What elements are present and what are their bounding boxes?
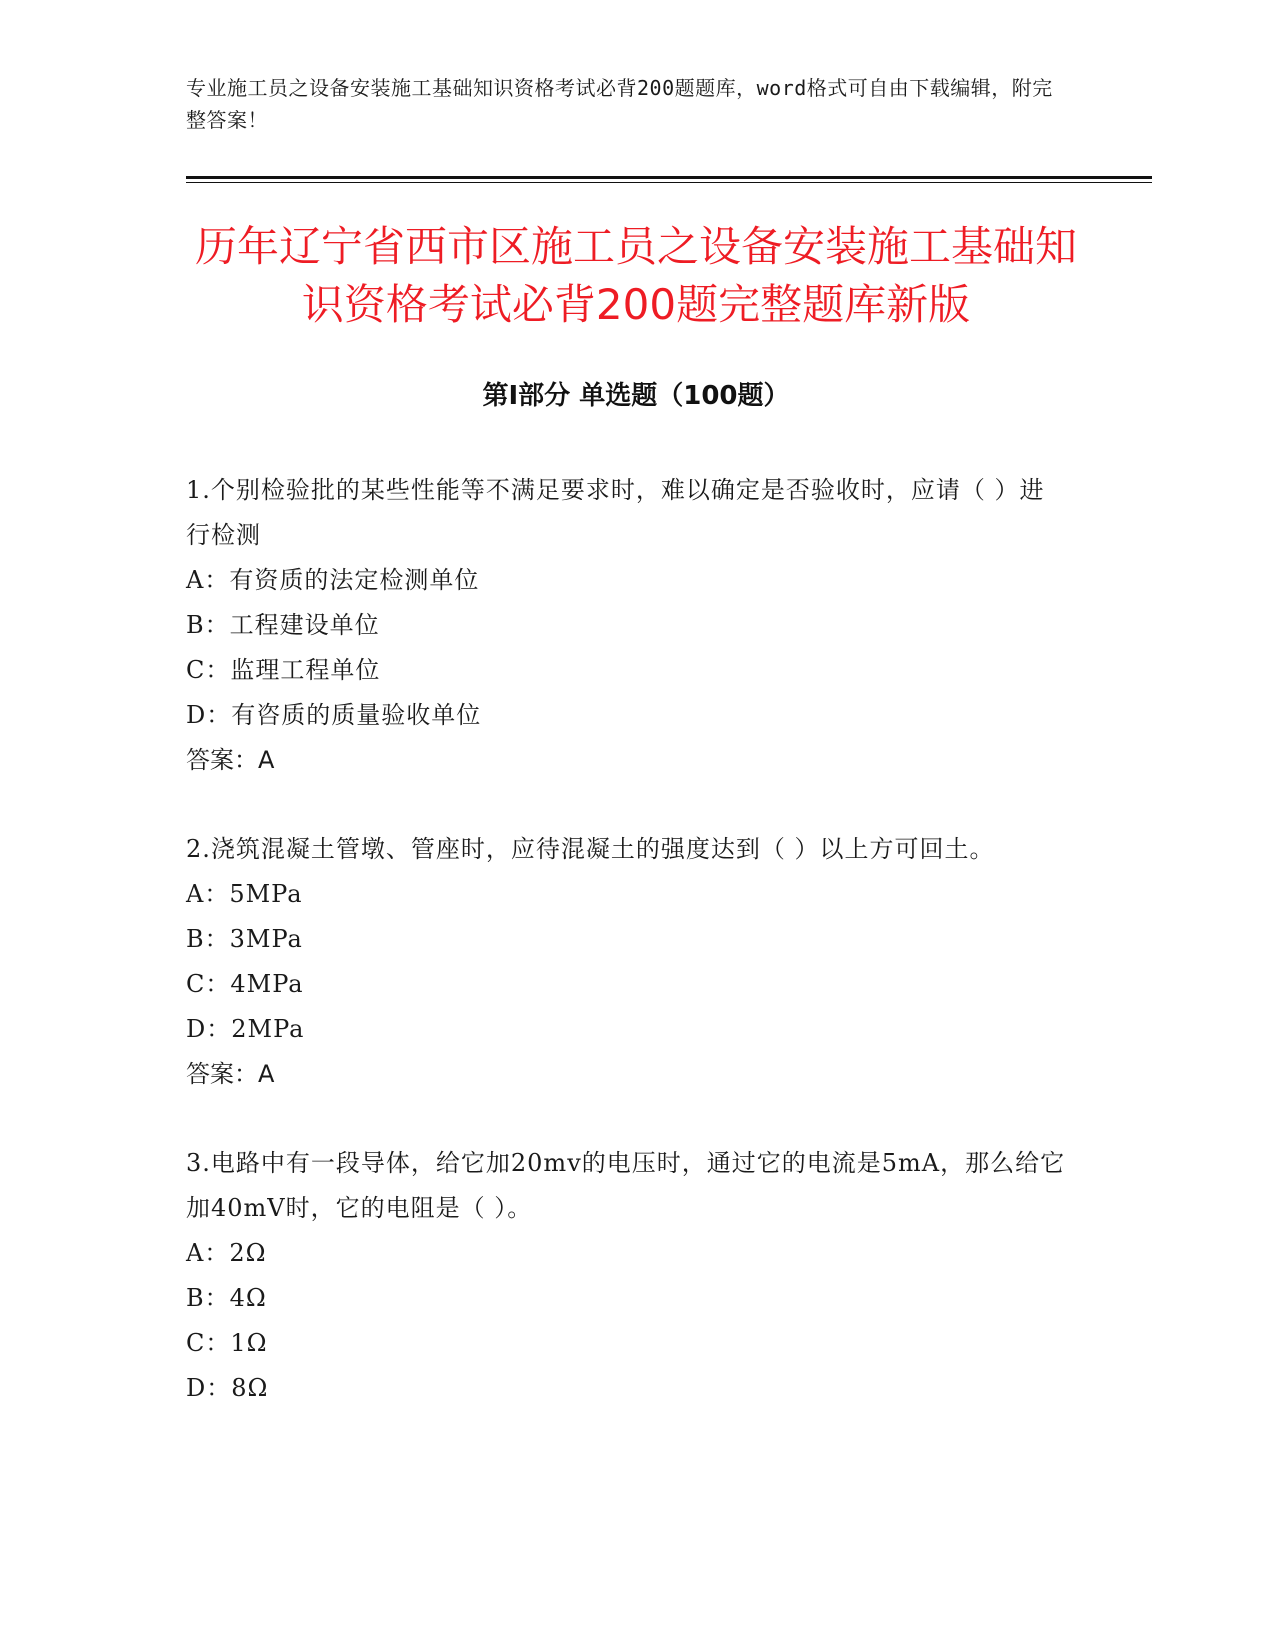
- header-note: 专业施工员之设备安装施工基础知识资格考试必背200题题库，word格式可自由下载编辑，附完整答案！: [186, 76, 1053, 132]
- question-stem: 2.浇筑混凝土管墩、管座时，应待混凝土的强度达到（ ）以上方可回土。: [186, 835, 995, 863]
- question-1: [186, 468, 1066, 783]
- option-a: A：2Ω: [186, 1239, 267, 1267]
- question-3: [186, 1141, 1066, 1411]
- option-c: C：1Ω: [186, 1329, 268, 1357]
- question-stem: 1.个别检验批的某些性能等不满足要求时，难以确定是否验收时，应请（ ）进行检测: [186, 476, 1045, 549]
- option-c: C：监理工程单位: [186, 656, 381, 684]
- option-b: B：工程建设单位: [186, 611, 380, 639]
- answer: 答案：A: [186, 1060, 275, 1088]
- option-d: D：8Ω: [186, 1374, 269, 1402]
- section-title: 第Ⅰ部分 单选题（100题）: [482, 381, 790, 411]
- question-2: [186, 827, 1066, 1097]
- option-a: A：有资质的法定检测单位: [186, 566, 480, 594]
- option-b: B：4Ω: [186, 1284, 267, 1312]
- answer: 答案：A: [186, 746, 275, 774]
- question-stem: 3.电路中有一段导体，给它加20mv的电压时，通过它的电流是5mA，那么给它加40mV时，它的电阻是（ ）。: [186, 1149, 1066, 1222]
- header-divider-thick: [186, 176, 1152, 179]
- option-d: D：2MPa: [186, 1015, 305, 1043]
- option-d: D：有咨质的质量验收单位: [186, 701, 482, 729]
- option-a: A：5MPa: [186, 880, 303, 908]
- option-b: B：3MPa: [186, 925, 303, 953]
- question-list: [186, 468, 1066, 1455]
- header-divider-thin: [186, 182, 1152, 183]
- document-title: 历年辽宁省西市区施工员之设备安装施工基础知识资格考试必背200题完整题库新版: [194, 222, 1077, 329]
- option-c: C：4MPa: [186, 970, 304, 998]
